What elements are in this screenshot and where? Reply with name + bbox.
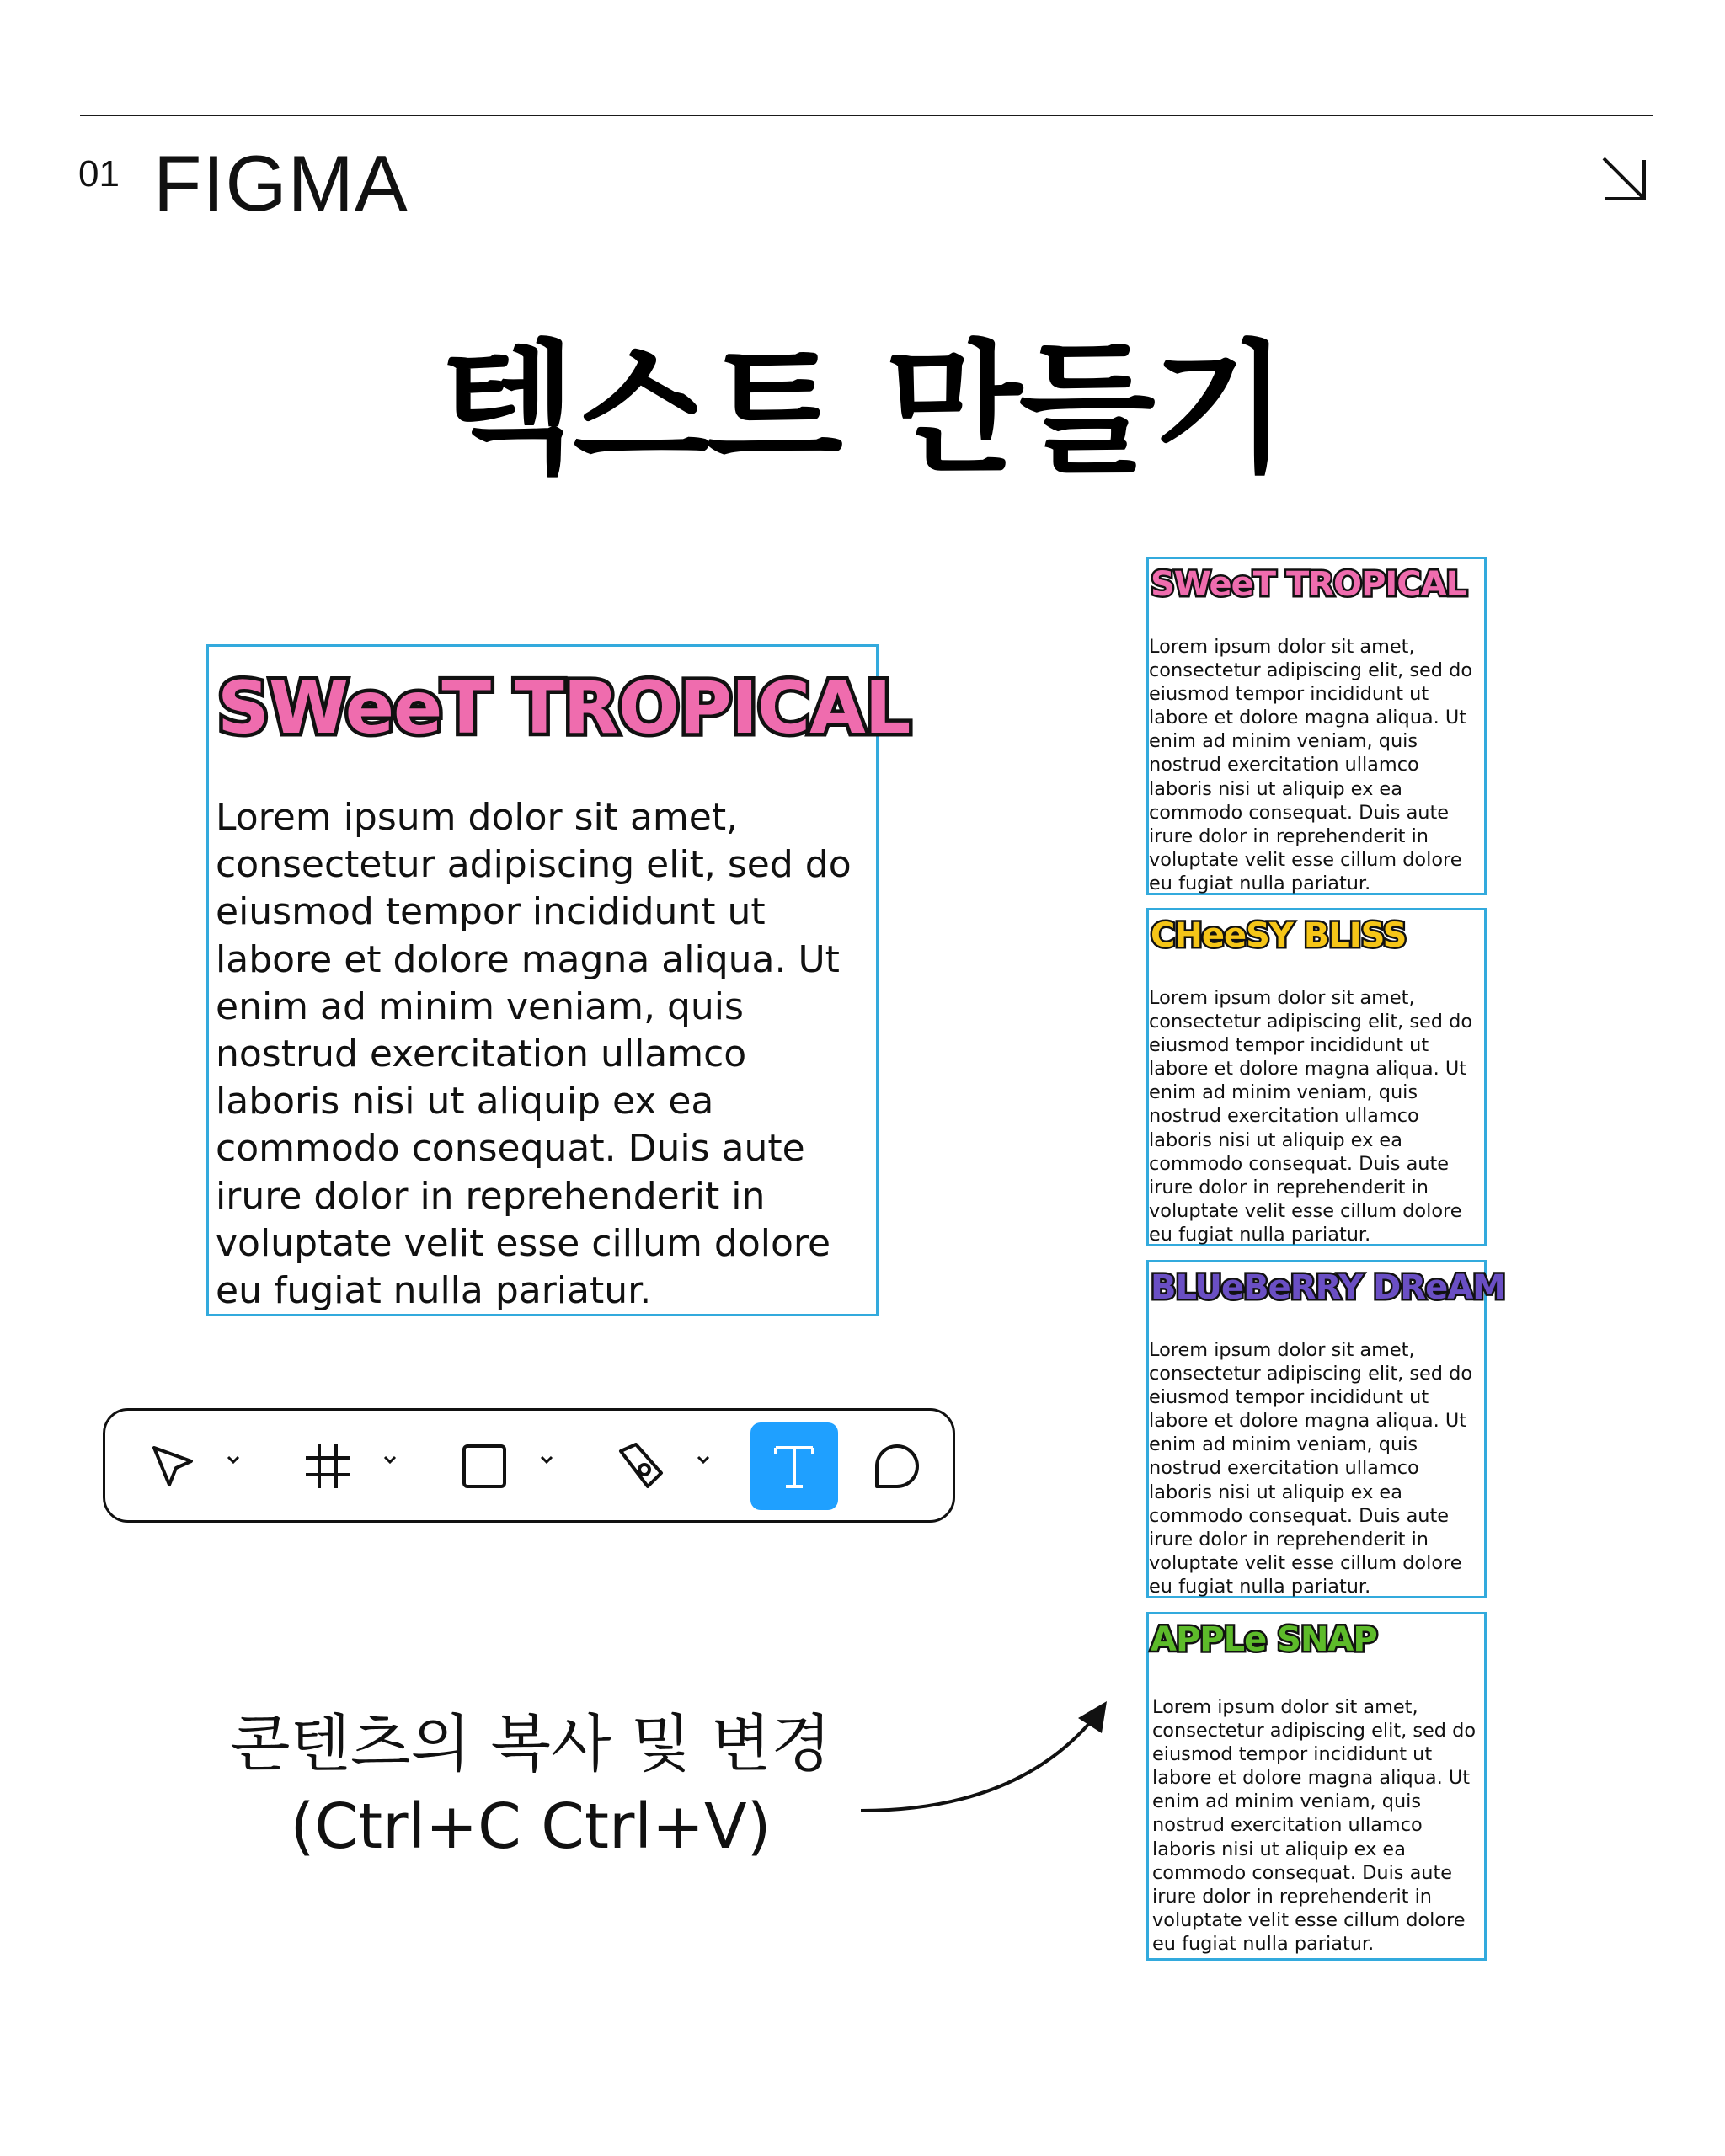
comment-tool-button[interactable]	[855, 1424, 939, 1508]
small-text-frame-3[interactable]	[1146, 1260, 1505, 1598]
card-body: Lorem ipsum dolor sit amet, consectetur adipiscing elit, sed do eiusmod tempor incididunt ut labore et dolore magna aliqua. Ut enim ad minim veniam, quis nostrud exercitation ullamco laboris nisi ut aliquip ex ea commodo consequat. Duis aute irure dolor in reprehenderit in voluptate velit esse cillum dolore eu fugiat nulla pariatur.	[1149, 1339, 1473, 1598]
move-tool-button[interactable]	[131, 1424, 215, 1508]
chevron-down-icon	[696, 1454, 711, 1465]
card-title: APPLe SNAP	[1151, 1620, 1377, 1659]
chevron-down-icon	[539, 1454, 554, 1465]
card-title: SWeeT TROPICAL	[1151, 565, 1467, 604]
section-number: 01	[78, 153, 120, 195]
small-text-frame-1[interactable]	[1146, 557, 1487, 895]
main-text-frame[interactable]	[206, 644, 911, 1316]
main-card-body: Lorem ipsum dolor sit amet, consectetur adipiscing elit, sed do eiusmod tempor incididunt ut labore et dolore magna aliqua. Ut enim ad minim veniam, quis nostrud exercitation ullamco laboris nisi ut aliquip ex ea commodo consequat. Duis aute irure dolor in reprehenderit in voluptate velit esse cillum dolore eu fugiat nulla pariatur.	[216, 796, 852, 1313]
card-body: Lorem ipsum dolor sit amet, consectetur adipiscing elit, sed do eiusmod tempor incididunt ut labore et dolore magna aliqua. Ut enim ad minim veniam, quis nostrud exercitation ullamco laboris nisi ut aliquip ex ea commodo consequat. Duis aute irure dolor in reprehenderit in voluptate velit esse cillum dolore eu fugiat nulla pariatur.	[1149, 987, 1473, 1246]
frame-tool-dropdown[interactable]	[378, 1448, 402, 1471]
arrow-down-right-icon	[1597, 152, 1651, 205]
page-headline: 텍스트 만들기	[439, 327, 1286, 492]
section-title: FIGMA	[153, 139, 409, 227]
small-text-frame-2[interactable]	[1146, 908, 1487, 1246]
main-card-title: SWeeT TROPICAL	[217, 666, 911, 750]
cursor-arrow-icon	[146, 1439, 200, 1493]
pen-tool-dropdown[interactable]	[692, 1448, 715, 1471]
caption-line-1: 콘텐츠의 복사 및 변경	[230, 1708, 831, 1780]
frame-hash-icon	[301, 1439, 355, 1493]
figma-toolbar	[103, 1408, 955, 1523]
pen-nib-icon	[614, 1439, 668, 1493]
rectangle-tool-button[interactable]	[442, 1424, 526, 1508]
copy-paste-caption	[219, 1703, 842, 1868]
frame-tool-button[interactable]	[286, 1424, 370, 1508]
pen-tool-button[interactable]	[599, 1424, 683, 1508]
caption-line-2: (Ctrl+C Ctrl+V)	[290, 1790, 772, 1863]
rectangle-tool-dropdown[interactable]	[535, 1448, 558, 1471]
text-tool-button[interactable]	[750, 1422, 838, 1510]
card-title: CHeeSY BLISS	[1151, 916, 1407, 955]
chevron-down-icon	[226, 1454, 241, 1465]
header-divider	[80, 115, 1653, 116]
move-tool-dropdown[interactable]	[222, 1448, 245, 1471]
small-text-frame-4[interactable]	[1146, 1612, 1487, 1961]
chevron-down-icon	[382, 1454, 398, 1465]
comment-bubble-icon	[870, 1439, 924, 1493]
curved-arrow-icon	[851, 1684, 1120, 1836]
card-body: Lorem ipsum dolor sit amet, consectetur adipiscing elit, sed do eiusmod tempor incididunt ut labore et dolore magna aliqua. Ut enim ad minim veniam, quis nostrud exercitation ullamco laboris nisi ut aliquip ex ea commodo consequat. Duis aute irure dolor in reprehenderit in voluptate velit esse cillum dolore eu fugiat nulla pariatur.	[1152, 1696, 1477, 1955]
card-title: BLUeBeRRY DReAM	[1151, 1268, 1505, 1307]
rectangle-icon	[457, 1439, 511, 1493]
text-T-icon	[767, 1439, 821, 1493]
card-body: Lorem ipsum dolor sit amet, consectetur adipiscing elit, sed do eiusmod tempor incididunt ut labore et dolore magna aliqua. Ut enim ad minim veniam, quis nostrud exercitation ullamco laboris nisi ut aliquip ex ea commodo consequat. Duis aute irure dolor in reprehenderit in voluptate velit esse cillum dolore eu fugiat nulla pariatur.	[1149, 636, 1473, 894]
